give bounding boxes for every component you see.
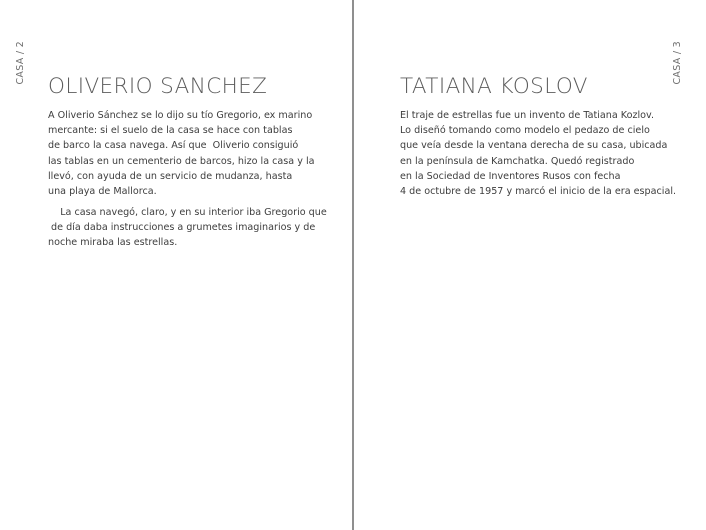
paragraph bbox=[48, 205, 348, 251]
text-line: A Oliverio Sánchez se lo dijo su tío Gregorio, ex marino bbox=[48, 110, 313, 121]
center-fold-divider bbox=[352, 0, 354, 530]
text-line: de barco la casa navega. Así que Oliverio consiguió bbox=[48, 140, 299, 152]
paragraph bbox=[400, 108, 700, 199]
text-line: mercante: si el suelo de la casa se hace con tablas bbox=[48, 125, 293, 137]
entry-body bbox=[400, 108, 700, 199]
entry-body bbox=[48, 108, 348, 250]
entry-title: TATIANA KOSLOV bbox=[400, 74, 588, 99]
text-line: 4 de octubre de 1957 y marcó el inicio de la era espacial. bbox=[400, 186, 677, 198]
left-page bbox=[0, 0, 352, 530]
text-line: llevó, con ayuda de un servicio de mudanza, hasta bbox=[48, 170, 293, 182]
entry-title: OLIVERIO SANCHEZ bbox=[48, 74, 268, 99]
text-line: en la Sociedad de Inventores Rusos con fecha bbox=[400, 170, 621, 182]
right-page bbox=[355, 0, 706, 530]
text-line: de día daba instrucciones a grumetes imaginarios y de bbox=[48, 221, 316, 233]
text-line: las tablas en un cementerio de barcos, hizo la casa y la bbox=[48, 155, 315, 167]
text-line: en la península de Kamchatka. Quedó registrado bbox=[400, 155, 635, 167]
text-line: que veía desde la ventana derecha de su casa, ubicada bbox=[400, 140, 668, 152]
text-line: noche miraba las estrellas. bbox=[48, 237, 178, 249]
text-line: La casa navegó, claro, y en su interior iba Gregorio que bbox=[48, 206, 327, 218]
text-line: El traje de estrellas fue un invento de Tatiana Kozlov. bbox=[400, 110, 655, 121]
page-folio: CASA / 3 bbox=[672, 41, 683, 85]
page-folio: CASA / 2 bbox=[15, 41, 26, 85]
text-line: una playa de Mallorca. bbox=[48, 186, 157, 198]
paragraph bbox=[48, 108, 348, 199]
text-line: Lo diseñó tomando como modelo el pedazo de cielo bbox=[400, 125, 650, 137]
